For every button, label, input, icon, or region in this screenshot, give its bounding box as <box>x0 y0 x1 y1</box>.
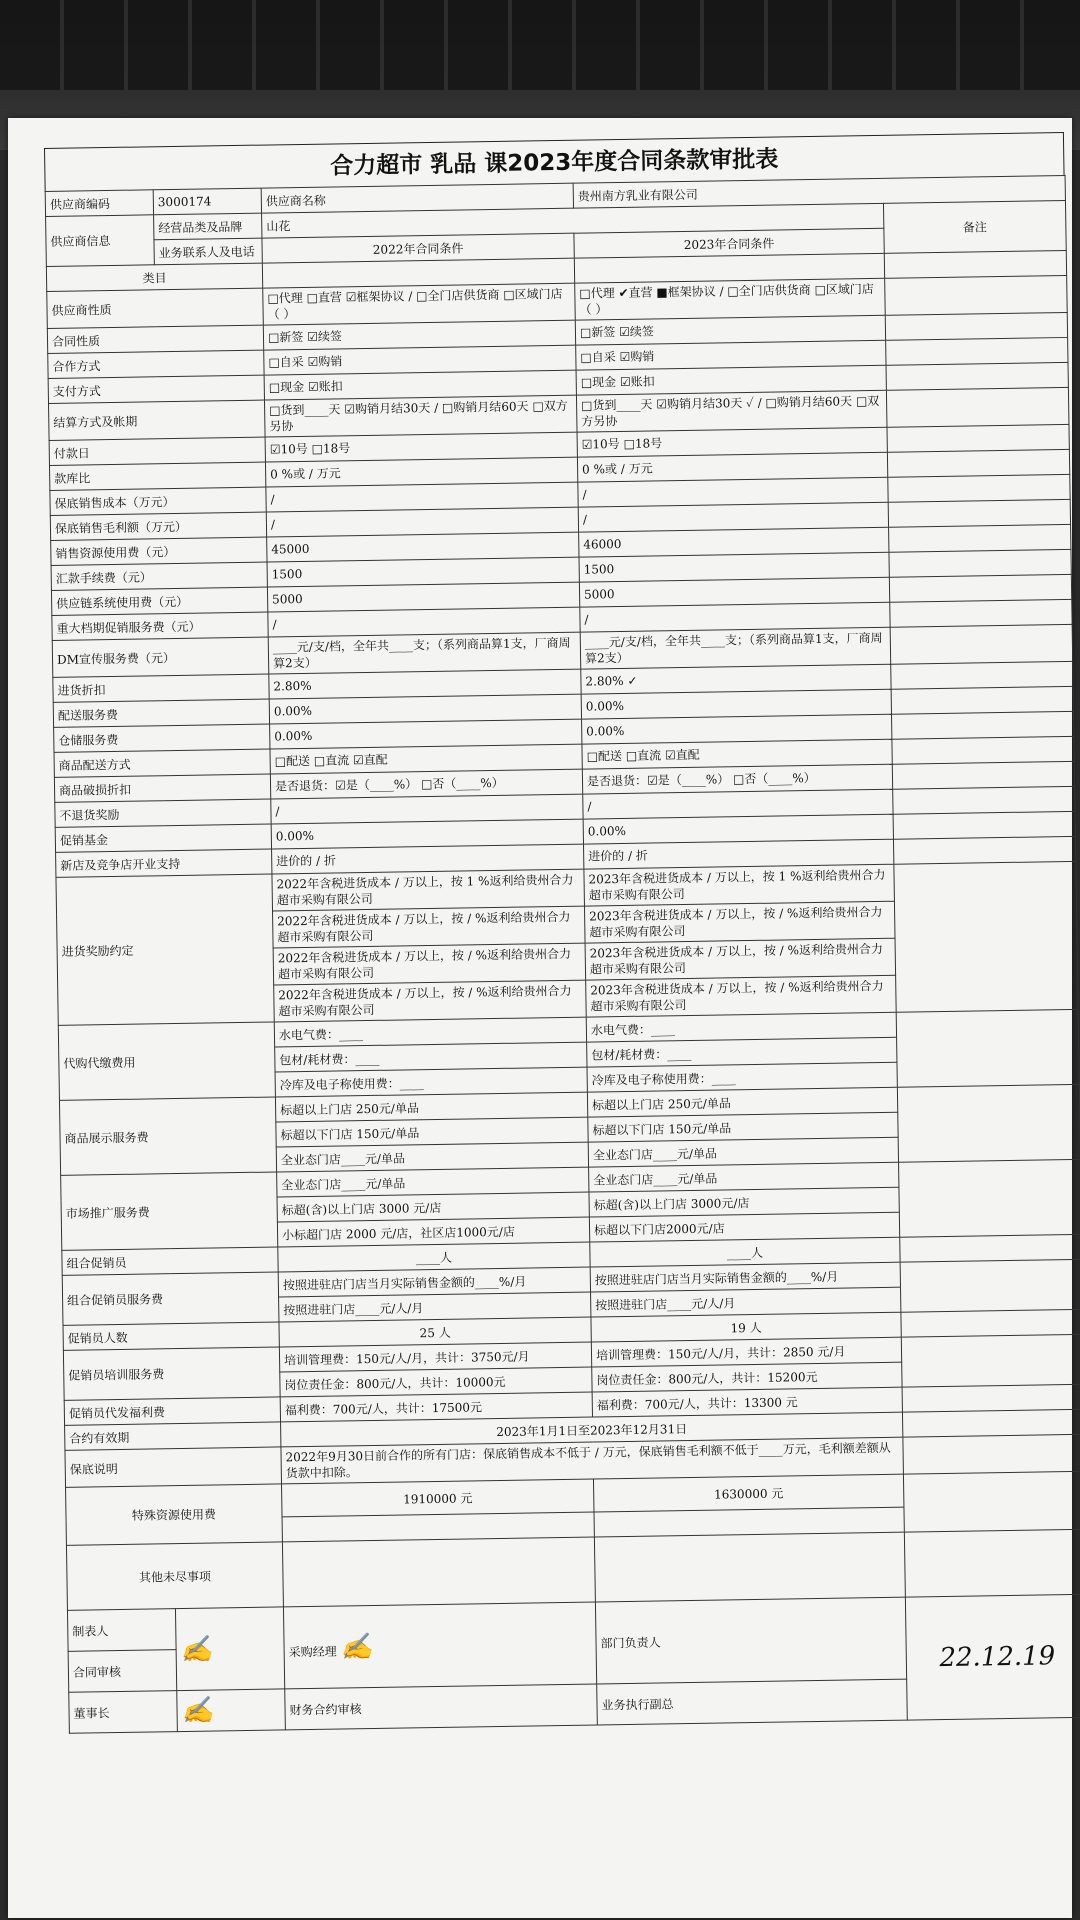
condition-2023: 5000 <box>579 577 889 607</box>
condition-2022: 0.00% <box>270 719 582 749</box>
other-2022 <box>282 1537 595 1607</box>
combo-fee-2022-2: 按照进驻门店____元/人/月 <box>279 1292 591 1322</box>
validity-label: 合约有效期 <box>65 1422 281 1450</box>
condition-2023: / <box>580 602 890 632</box>
condition-2022: 2.80% <box>269 669 581 699</box>
display-2022-2: 标超以下门店 150元/单品 <box>276 1117 588 1147</box>
condition-remark <box>893 811 1075 839</box>
condition-2022: □自采 ☑购销 <box>264 345 576 375</box>
chairman-signature-mark: ✍ <box>181 1695 215 1727</box>
condition-label: 供应链系统使用费（元） <box>51 587 267 615</box>
maker-signature <box>175 1607 284 1691</box>
condition-2022: 进价的 / 折 <box>272 844 584 874</box>
special-2022: 1910000 元 <box>282 1479 594 1517</box>
guarantee-remark <box>903 1434 1080 1474</box>
condition-label: 款库比 <box>49 462 265 490</box>
condition-2023: 0.00% <box>583 814 893 844</box>
condition-2022: 45000 <box>267 532 579 562</box>
condition-label: DM宣传服务费（元） <box>52 637 269 677</box>
training-2022-2: 岗位责任金：800元/人，共计：10000元 <box>280 1367 592 1397</box>
promo-label: 市场推广服务费 <box>61 1172 278 1250</box>
condition-2022: / <box>271 794 583 824</box>
condition-remark <box>889 549 1071 577</box>
condition-label: 合作方式 <box>48 350 264 378</box>
remark-header: 备注 <box>883 200 1066 253</box>
condition-label: 销售资源使用费（元） <box>51 537 267 565</box>
purchase-mgr-signature-mark: ✍ <box>340 1631 374 1663</box>
rebate-2023-4: 2023年含税进货成本 / 万以上，按 / %返利给贵州合力超市采购有限公司 <box>586 975 897 1017</box>
display-2022-1: 标超以上门店 250元/单品 <box>275 1092 587 1122</box>
dept-head-label: 部门负责人 <box>595 1597 906 1684</box>
condition-2023: □新签 ☑续签 <box>575 315 885 345</box>
condition-label: 合同性质 <box>47 325 263 353</box>
condition-label: 保底销售毛利额（万元） <box>50 512 266 540</box>
special-remark <box>903 1471 1080 1532</box>
staff-remark <box>901 1309 1080 1337</box>
combo-label: 组合促销员 <box>62 1247 278 1275</box>
paper-sheet <box>8 118 1072 1918</box>
training-remark <box>901 1334 1080 1387</box>
condition-2022: □代理 □直营 ☑框架协议 / □全门店供货商 □区域门店（ ） <box>263 283 576 325</box>
condition-label: 新店及竞争店开业支持 <box>56 849 272 877</box>
category-header: 类目 <box>46 263 262 291</box>
rebate-2022-3: 2022年含税进货成本 / 万以上，按 / %返利给贵州合力超市采购有限公司 <box>273 943 586 985</box>
promo-remark <box>899 1159 1080 1237</box>
training-label: 促销员培训服务费 <box>63 1347 280 1400</box>
agency-2023-3: 冷库及电子称使用费：____ <box>587 1062 897 1092</box>
condition-2022: ____元/支/档，全年共____支；（系列商品算1支，厂商周算2支） <box>268 632 581 674</box>
condition-remark <box>890 599 1072 627</box>
rebate-2023-3: 2023年含税进货成本 / 万以上，按 / %返利给贵州合力超市采购有限公司 <box>585 938 896 980</box>
agency-label: 代购代缴费用 <box>58 1022 275 1100</box>
condition-2022: □新签 ☑续签 <box>263 320 575 350</box>
display-remark <box>897 1084 1080 1162</box>
category-label: 经营品类及品牌 <box>154 213 262 240</box>
condition-2023: □自采 ☑购销 <box>576 340 886 370</box>
condition-2022: / <box>268 607 580 637</box>
condition-2022: 1500 <box>267 557 579 587</box>
condition-remark <box>886 337 1068 365</box>
condition-label: 配送服务费 <box>53 699 269 727</box>
condition-label: 重大档期促销服务费（元） <box>52 612 268 640</box>
other-remark <box>904 1529 1080 1597</box>
condition-2023: 2.80% ✓ <box>581 664 891 694</box>
display-2023-1: 标超以上门店 250元/单品 <box>587 1087 897 1117</box>
condition-2023: 1500 <box>579 552 889 582</box>
condition-2023: / <box>578 477 888 507</box>
other-label: 其他未尽事项 <box>66 1542 283 1610</box>
condition-2023: / <box>578 502 888 532</box>
agency-2022-2: 包材/耗材费：____ <box>275 1042 587 1072</box>
condition-2023: 进价的 / 折 <box>584 839 894 869</box>
condition-remark <box>892 761 1074 789</box>
condition-2023: ☑10号 □18号 <box>577 427 887 457</box>
special-label: 特殊资源使用费 <box>66 1484 283 1545</box>
year-2022-header: 2022年合同条件 <box>262 233 574 263</box>
purchase-mgr-cell <box>283 1602 596 1689</box>
display-2022-3: 全业态门店____元/单品 <box>276 1142 588 1172</box>
form-title: 合力超市 乳品 课2023年度合同条款审批表 <box>44 132 1065 191</box>
contact-label: 业务联系人及电话 <box>154 238 262 265</box>
agency-2022-3: 冷库及电子称使用费：____ <box>275 1067 587 1097</box>
condition-label: 商品配送方式 <box>54 749 270 777</box>
promo-2023-1: 全业态门店____元/单品 <box>589 1162 899 1192</box>
condition-2022: 0.00% <box>271 819 583 849</box>
condition-remark <box>885 312 1067 340</box>
maker-label: 制表人 <box>67 1609 176 1652</box>
condition-label: 供应商性质 <box>47 288 264 328</box>
supplier-code: 3000174 <box>153 188 261 215</box>
welfare-remark <box>902 1384 1080 1412</box>
finance-label: 财务合约审核 <box>285 1684 598 1730</box>
condition-2022: 0.00% <box>269 694 581 724</box>
rebate-2023-1: 2023年含税进货成本 / 万以上，按 1 %返利给贵州合力超市采购有限公司 <box>584 864 895 906</box>
promo-2023-2: 标超(含)以上门店 3000元/店 <box>589 1187 899 1217</box>
condition-2023: 46000 <box>579 527 889 557</box>
keyboard-edge <box>0 0 1080 90</box>
condition-remark <box>885 275 1068 315</box>
rebate-label: 进货奖励约定 <box>56 874 274 1025</box>
condition-remark <box>888 499 1070 527</box>
condition-remark <box>892 736 1074 764</box>
rebate-2022-1: 2022年含税进货成本 / 万以上，按 1 %返利给贵州合力超市采购有限公司 <box>272 869 585 911</box>
condition-label: 商品破损折扣 <box>54 774 270 802</box>
agency-2023-2: 包材/耗材费：____ <box>587 1037 897 1067</box>
condition-2023: □代理 ✔直营 ■框架协议 / □全门店供货商 □区域门店（ ） <box>575 278 886 320</box>
condition-remark <box>889 524 1071 552</box>
condition-2023: □现金 ☑账扣 <box>576 365 886 395</box>
condition-label: 进货折扣 <box>53 674 269 702</box>
rebate-remark <box>894 861 1078 1012</box>
condition-2023: ____元/支/档，全年共____支；（系列商品算1支，厂商周算2支） <box>580 627 891 669</box>
training-2022-1: 培训管理费：150元/人/月，共计：3750元/月 <box>279 1342 591 1372</box>
rebate-2022-4: 2022年含税进货成本 / 万以上，按 / %返利给贵州合力超市采购有限公司 <box>274 980 587 1022</box>
category-brand: 山花 <box>262 203 884 238</box>
supplier-name: 贵州南方乳业有限公司 <box>573 175 1065 208</box>
staff-2022: 25 人 <box>279 1317 591 1347</box>
training-2023-2: 岗位责任金：800元/人，共计：15200元 <box>592 1362 902 1392</box>
condition-2023: 0 %或 / 万元 <box>577 452 887 482</box>
agency-remark <box>896 1009 1079 1087</box>
condition-remark <box>888 474 1070 502</box>
signature-date: 22.12.19 <box>939 1641 1056 1674</box>
dept-head-signature <box>905 1594 1080 1720</box>
display-2023-3: 全业态门店____元/单品 <box>588 1137 898 1167</box>
condition-label: 结算方式及帐期 <box>49 400 266 440</box>
combo-2023: ____人 <box>590 1237 900 1267</box>
condition-remark <box>890 624 1073 664</box>
guarantee-value: 2022年9月30日前合作的所有门店：保底销售成本不低于 / 万元，保底销售毛利额不低于____万元，毛利额差额从货款中扣除。 <box>281 1437 904 1484</box>
promo-2022-3: 小标超门店 2000 元/店，社区店1000元/店 <box>277 1217 589 1247</box>
welfare-label: 促销员代发福利费 <box>64 1397 280 1425</box>
condition-remark <box>886 387 1069 427</box>
purchase-mgr-label: 采购经理 <box>288 1644 337 1659</box>
condition-remark <box>886 362 1068 390</box>
agency-2022-1: 水电气费：____ <box>274 1017 586 1047</box>
condition-label: 仓储服务费 <box>54 724 270 752</box>
condition-label: 付款日 <box>49 437 265 465</box>
condition-remark <box>891 711 1073 739</box>
display-label: 商品展示服务费 <box>59 1097 276 1175</box>
condition-2023: □配送 □直流 ☑直配 <box>582 739 892 769</box>
exec-vp-label: 业务执行副总 <box>597 1679 908 1725</box>
condition-2022: 是否退货：☑是（____%） □否（____%） <box>270 769 582 799</box>
validity-remark <box>902 1409 1080 1437</box>
condition-remark <box>893 786 1075 814</box>
condition-label: 汇款手续费（元） <box>51 562 267 590</box>
supplier-info-label: 供应商信息 <box>46 215 155 267</box>
staff-label: 促销员人数 <box>63 1322 279 1350</box>
condition-2022: / <box>266 507 578 537</box>
condition-2022: 0 %或 / 万元 <box>265 457 577 487</box>
condition-2022: □现金 ☑账扣 <box>264 370 576 400</box>
header-remark-spacer <box>884 250 1066 278</box>
condition-remark <box>891 686 1073 714</box>
combo-fee-2023-2: 按照进驻门店____元/人/月 <box>591 1287 901 1317</box>
rebate-2023-2: 2023年含税进货成本 / 万以上，按 / %返利给贵州合力超市采购有限公司 <box>584 901 895 943</box>
condition-2022: / <box>266 482 578 512</box>
agency-2023-1: 水电气费：____ <box>586 1012 896 1042</box>
condition-2023: / <box>583 789 893 819</box>
condition-2023: 是否退货：☑是（____%） □否（____%） <box>582 764 892 794</box>
condition-label: 不退货奖励 <box>55 799 271 827</box>
combo-fee-2023-1: 按照进驻店门店当月实际销售金额的____%/月 <box>590 1262 900 1292</box>
condition-2023: □货到____天 ☑购销月结30天 ✓ / □购销月结60天 □双方另协 <box>576 390 887 432</box>
welfare-2022: 福利费：700元/人，共计：17500元 <box>280 1392 592 1422</box>
year-2023-header: 2023年合同条件 <box>574 228 884 258</box>
condition-2022: 5000 <box>267 582 579 612</box>
rebate-2022-2: 2022年含税进货成本 / 万以上，按 / %返利给贵州合力超市采购有限公司 <box>273 906 586 948</box>
combo-remark <box>900 1234 1080 1262</box>
contract-review-label: 合同审核 <box>68 1650 177 1693</box>
other-2023 <box>594 1532 905 1602</box>
chairman-signature <box>177 1689 286 1732</box>
combo-2022: ____人 <box>278 1242 590 1272</box>
maker-signature-mark: ✍ <box>180 1634 214 1665</box>
condition-remark <box>893 836 1075 864</box>
validity-value: 2023年1月1日至2023年12月31日 <box>281 1412 903 1447</box>
promo-2023-3: 标超以下门店2000元/店 <box>589 1212 899 1242</box>
condition-label: 保底销售成本（万元） <box>50 487 266 515</box>
condition-label: 支付方式 <box>48 375 264 403</box>
condition-2022: □配送 □直流 ☑直配 <box>270 744 582 774</box>
promo-2022-1: 全业态门店____元/单品 <box>277 1167 589 1197</box>
condition-remark <box>887 449 1069 477</box>
training-2023-1: 培训管理费：150元/人/月，共计：2850 元/月 <box>591 1337 901 1367</box>
promo-2022-2: 标超(含)以上门店 3000 元/店 <box>277 1192 589 1222</box>
special-2023: 1630000 元 <box>593 1474 903 1512</box>
combo-fee-remark <box>900 1259 1080 1312</box>
condition-2022: □货到____天 ☑购销月结30天 / □购销月结60天 □双方另协 <box>264 395 577 437</box>
chairman-label: 董事长 <box>69 1691 178 1734</box>
guarantee-label: 保底说明 <box>65 1447 282 1487</box>
condition-label: 促销基金 <box>55 824 271 852</box>
combo-fee-2022-1: 按照进驻店门店当月实际销售金额的____%/月 <box>278 1267 590 1297</box>
approval-form <box>44 132 1080 1734</box>
condition-2022: ☑10号 □18号 <box>265 432 577 462</box>
condition-2023: 0.00% <box>582 714 892 744</box>
condition-2023: 0.00% <box>581 689 891 719</box>
condition-remark <box>891 661 1073 689</box>
staff-2023: 19 人 <box>591 1312 901 1342</box>
condition-remark <box>889 574 1071 602</box>
supplier-name-label: 供应商名称 <box>261 183 573 213</box>
supplier-code-label: 供应商编码 <box>45 190 153 217</box>
combo-fee-label: 组合促销员服务费 <box>62 1272 279 1325</box>
condition-remark <box>887 424 1069 452</box>
welfare-2023: 福利费：700元/人，共计：13300 元 <box>592 1387 902 1417</box>
display-2023-2: 标超以下门店 150元/单品 <box>588 1112 898 1142</box>
form-table <box>45 175 1080 1734</box>
